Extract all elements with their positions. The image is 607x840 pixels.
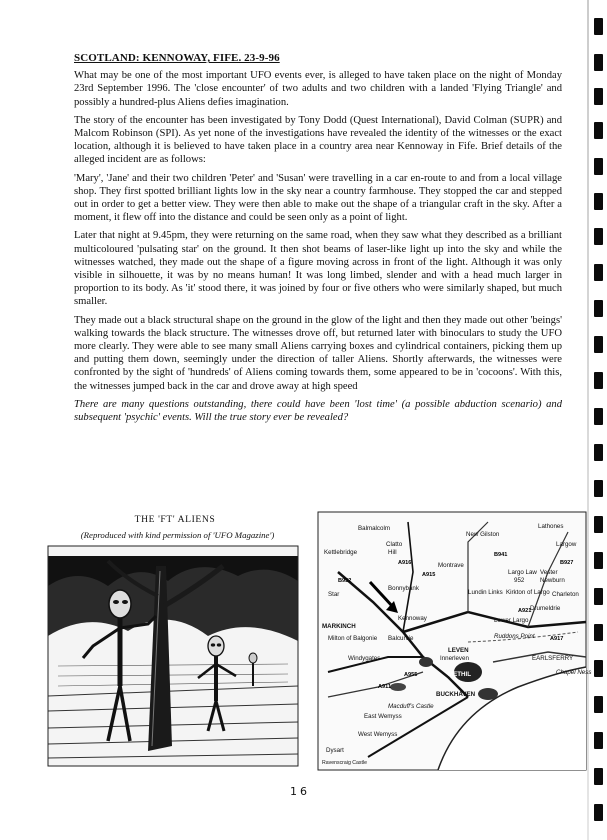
paragraph-first-sighting: 'Mary', 'Jane' and their two children 'Peter' and 'Susan' were travelling in a car en-route to and from a local village shop. They first spotted brilliant lights low in the sky near a country farmhouse. They stopped the car and stepped out in order to get a better view. They were then able to make out the shape of a triangular craft in the sky. After a moment, it flew off into the distance and could be seen only as a point of light. [74, 172, 562, 224]
paragraph-intro: What may be one of the most important UFO events ever, is alleged to have taken place on the night of Monday 23rd September 1996. The 'close encounter' of two adults and two children with a landed 'Flying Triangle' and possibly a hundred-plus Aliens defies imagination. [74, 70, 562, 108]
binding-hole [594, 193, 603, 210]
kennoway-area-map [318, 512, 592, 770]
map-label-methil: METHIL [448, 671, 472, 678]
map-road-a911: A911 [378, 684, 392, 690]
map-label-leven: LEVEN [448, 647, 469, 654]
map-label-lundin-links: Lundin Links [468, 589, 503, 596]
map-label-windygates: Windygates [348, 655, 381, 662]
paragraph-closing-question: There are many questions outstanding, there could have been 'lost time' (a possible abduction scenario) and subsequent 'psychic' events. Will the true story ever be revealed? [74, 398, 562, 424]
map-label-hill: Hill [388, 549, 397, 556]
paragraph-aliens: They made out a black structural shape on the ground in the glow of the light and then they made out other 'beings' walking towards the black structure. The witnesses drove off, but returned later with binoculars to study the UFO more clearly. They were able to see many small Aliens carrying boxes and cylindrical containers, picking them up and putting them down, seemingly under the direction of taller Aliens. Shortly afterwards, the witnesses were confronted by the sight of 'hundreds' of Aliens coming towards them, some appeared to be in 'cocoons'. With this, the witnesses jumped back in the car and drove away at high speed [74, 314, 562, 392]
map-label-dysart: Dysart [326, 747, 344, 754]
page-edge-shadow [587, 0, 589, 840]
binding-hole [594, 228, 603, 245]
map-label-largo-law-height: 952 [514, 577, 525, 584]
map-road-a921: A921 [518, 608, 532, 614]
map-label-kettlebridge: Kettlebridge [324, 549, 358, 556]
map-label-newburn: Newburn [540, 577, 565, 584]
map-label-macduffs-castle: Macduff's Castle [388, 703, 434, 710]
map-road-b941: B941 [494, 552, 508, 558]
map-label-lathones: Lathones [538, 523, 564, 530]
map-label-lower-largo: Lower Largo [494, 617, 529, 624]
page-number: 16 [290, 785, 310, 798]
map-label-balcurvie: Balcurvie [388, 635, 414, 642]
map-label-largow: Largow [556, 541, 577, 548]
map-label-buckhaven: BUCKHAVEN [436, 691, 476, 698]
map-road-a916: A916 [398, 560, 412, 566]
binding-hole [594, 18, 603, 35]
map-road-b927: B927 [560, 560, 574, 566]
map-label-new-gilston: New Gilston [466, 531, 500, 538]
binding-hole [594, 624, 603, 641]
map-road-a915: A915 [422, 572, 436, 578]
map-label-markinch: MARKINCH [322, 623, 356, 630]
binding-hole [594, 336, 603, 353]
map-label-kennoway: Kennoway [398, 615, 427, 622]
article-heading: SCOTLAND: KENNOWAY, FIFE. 23-9-96 [74, 52, 280, 64]
binding-hole [594, 444, 603, 461]
binding-hole [594, 88, 603, 105]
map-label-drumeldrie: Drumeldrie [530, 605, 561, 612]
figure-credit: (Reproduced with kind permission of 'UFO Magazine') [80, 530, 275, 540]
binding-hole [594, 696, 603, 713]
map-label-star: Star [328, 591, 340, 598]
binding-hole [594, 732, 603, 749]
binding-hole [594, 264, 603, 281]
map-label-ruddons-point: Ruddons Point [494, 633, 535, 640]
map-label-earlsferry: EARLSFERRY [532, 655, 574, 662]
map-road-a955: A955 [404, 672, 418, 678]
article-body [74, 52, 562, 429]
map-label-milton-of-balgonie: Milton of Balgonie [328, 635, 378, 642]
alien-illustration [48, 546, 298, 766]
binding-hole [594, 372, 603, 389]
binding-hole [594, 480, 603, 497]
map-label-ravenscraig-castle: Ravenscraig Castle [322, 760, 367, 766]
figure-title: THE 'FT' ALIENS [134, 514, 216, 525]
map-label-east-wemyss: East Wemyss [364, 713, 402, 720]
binding-hole [594, 122, 603, 139]
binding-hole [594, 588, 603, 605]
binding-hole [594, 768, 603, 785]
binding-hole [594, 516, 603, 533]
map-road-a917: A917 [550, 636, 564, 642]
map-label-clatto: Clatto [386, 541, 403, 548]
paragraph-later-sighting: Later that night at 9.45pm, they were returning on the same road, when they saw what they described as a brilliant multicoloured 'pulsating star' on the ground. It then shot beams of laser-like light up into the sky and while the witnesses watched, they made out the shape of a figure moving across in front of the light. Although it was only visible in silhouette, it was by no means human! It was long limbed, slender and with a head much larger in proportion to its body. As 'it' stood there, it was joined by four or five others who were similarly shaped, but much smaller. [74, 230, 562, 308]
binding-hole [594, 54, 603, 71]
map-label-innerleven: Innerleven [440, 655, 469, 662]
binding-hole [594, 300, 603, 317]
binding-hole [594, 408, 603, 425]
binding-hole [594, 158, 603, 175]
paragraph-investigation: The story of the encounter has been investigated by Tony Dodd (Quest International), David Colman (SUPR) and Malcom Robinson (SPI). As yet none of the investigations have revealed the identity of the witnesses or the exact location, although it is believed to have taken place in a country area near Kennoway in Fife. Brief details of the alleged incident are as follows: [74, 114, 562, 166]
binding-hole [594, 804, 603, 821]
map-label-kirkton-of-largo: Kirkton of Largo [506, 589, 550, 596]
map-road-b932: B932 [338, 578, 352, 584]
binding-hole [594, 552, 603, 569]
map-label-bonnybank: Bonnybank [388, 585, 419, 592]
map-label-chapel-ness: Chapel Ness [556, 669, 592, 676]
map-label-charleton: Charleton [552, 591, 579, 598]
map-label-largo-law: Largo Law [508, 569, 537, 576]
map-label-west-wemyss: West Wemyss [358, 731, 398, 738]
map-label-montrave: Montrave [438, 562, 464, 569]
binding-hole [594, 660, 603, 677]
map-label-balmalcolm: Balmalcolm [358, 525, 390, 532]
map-label-vester: Vester [540, 569, 558, 576]
